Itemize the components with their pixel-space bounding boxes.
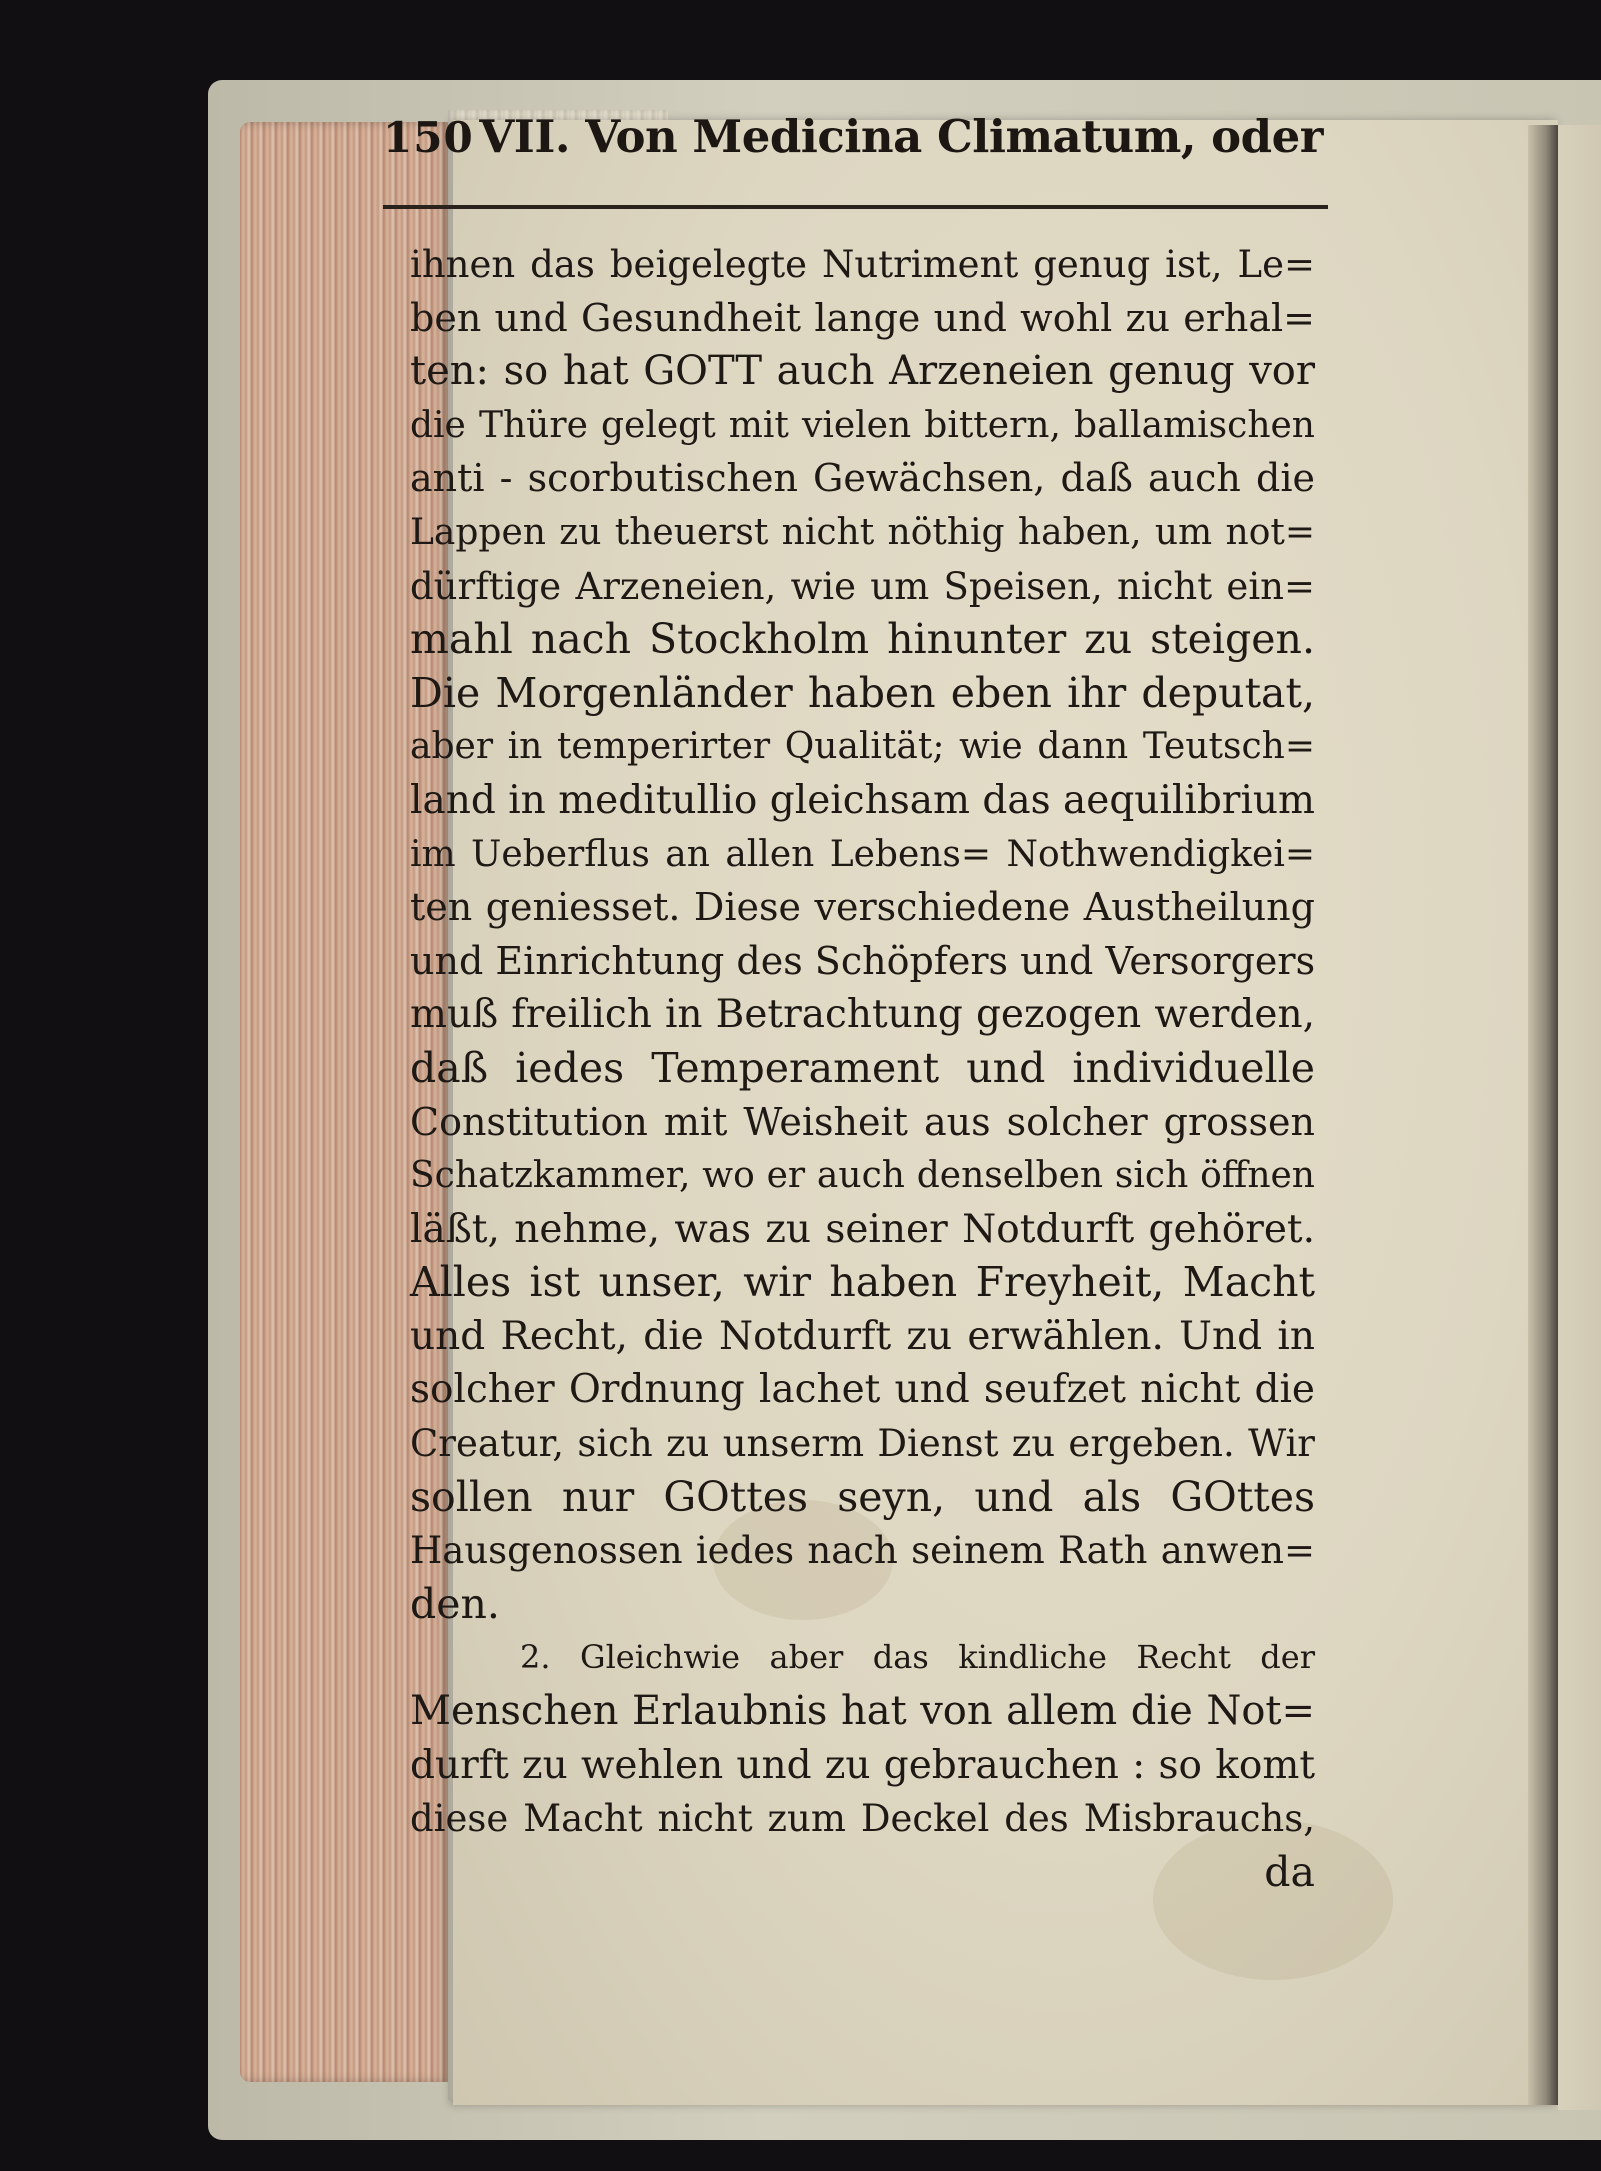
text-line: muß freilich in Betrachtung gezogen werden, — [410, 992, 1315, 1038]
text-line: ten geniesset. Diese verschiedene Austheilung — [410, 885, 1315, 930]
text-line: ten: so hat GOTT auch Arzeneien genug vor — [410, 348, 1315, 395]
text-line: daß iedes Temperament und individuelle — [410, 1043, 1315, 1092]
text-line: die Thüre gelegt mit vielen bittern, ballamischen — [410, 404, 1315, 446]
text-line: im Ueberflus an allen Lebens= Nothwendigkei= — [410, 833, 1315, 875]
text-line: den. — [410, 1579, 500, 1628]
text-line: mahl nach Stockholm hinunter zu steigen. — [410, 615, 1315, 664]
text-line: aber in temperirter Qualität; wie dann Teutsch= — [410, 726, 1315, 768]
page-number: 150 — [383, 113, 474, 162]
catchword: da — [1264, 1847, 1315, 1896]
text-line: ben und Gesundheit lange und wohl zu erhal= — [410, 295, 1315, 340]
text-line: Constitution mit Weisheit aus solcher grossen — [410, 1099, 1315, 1144]
text-line: und Einrichtung des Schöpfers und Versorgers — [410, 938, 1316, 983]
text-line: Hausgenossen iedes nach seinem Rath anwen= — [410, 1529, 1315, 1573]
text-line: durft zu wehlen und zu gebrauchen : so komt — [410, 1742, 1315, 1788]
text-line: dürftige Arzeneien, wie um Speisen, nicht ein= — [410, 564, 1315, 608]
text-line: solcher Ordnung lachet und seufzet nicht die — [410, 1367, 1315, 1413]
text-line: sollen nur GOttes seyn, und als GOttes — [410, 1472, 1315, 1521]
text-line: Lappen zu theuerst nicht nöthig haben, um not= — [410, 511, 1315, 553]
text-line: läßt, nehme, was zu seiner Notdurft gehöret. — [410, 1206, 1315, 1252]
text-line: land in meditullio gleichsam das aequilibrium — [410, 777, 1316, 823]
text-line: Die Morgenländer haben eben ihr deputat, — [410, 668, 1315, 717]
facing-page-edge — [1558, 125, 1601, 2110]
text-line: Creatur, sich zu unserm Dienst zu ergeben. Wir — [410, 1422, 1315, 1466]
paragraph-start-line: 2. Gleichwie aber das kindliche Recht der — [520, 1638, 1315, 1677]
book-gutter — [1528, 125, 1558, 2105]
text-line: Schatzkammer, wo er auch denselben sich öffnen — [410, 1155, 1315, 1197]
text-line: anti - scorbutischen Gewächsen, daß auch die — [410, 456, 1315, 501]
page-header — [383, 110, 1323, 180]
running-title: VII. Von Medicina Climatum, oder — [479, 110, 1323, 163]
body-text — [410, 238, 1315, 1899]
text-line: ihnen das beigelegte Nutriment genug ist, Le= — [410, 243, 1315, 286]
header-rule — [383, 205, 1328, 209]
text-line: Alles ist unser, wir haben Freyheit, Macht — [410, 1258, 1315, 1307]
text-line: und Recht, die Notdurft zu erwählen. Und in — [410, 1313, 1315, 1359]
text-line: Menschen Erlaubnis hat von allem die Not= — [410, 1688, 1315, 1735]
text-line: diese Macht nicht zum Deckel des Misbrauchs, — [410, 1797, 1315, 1841]
